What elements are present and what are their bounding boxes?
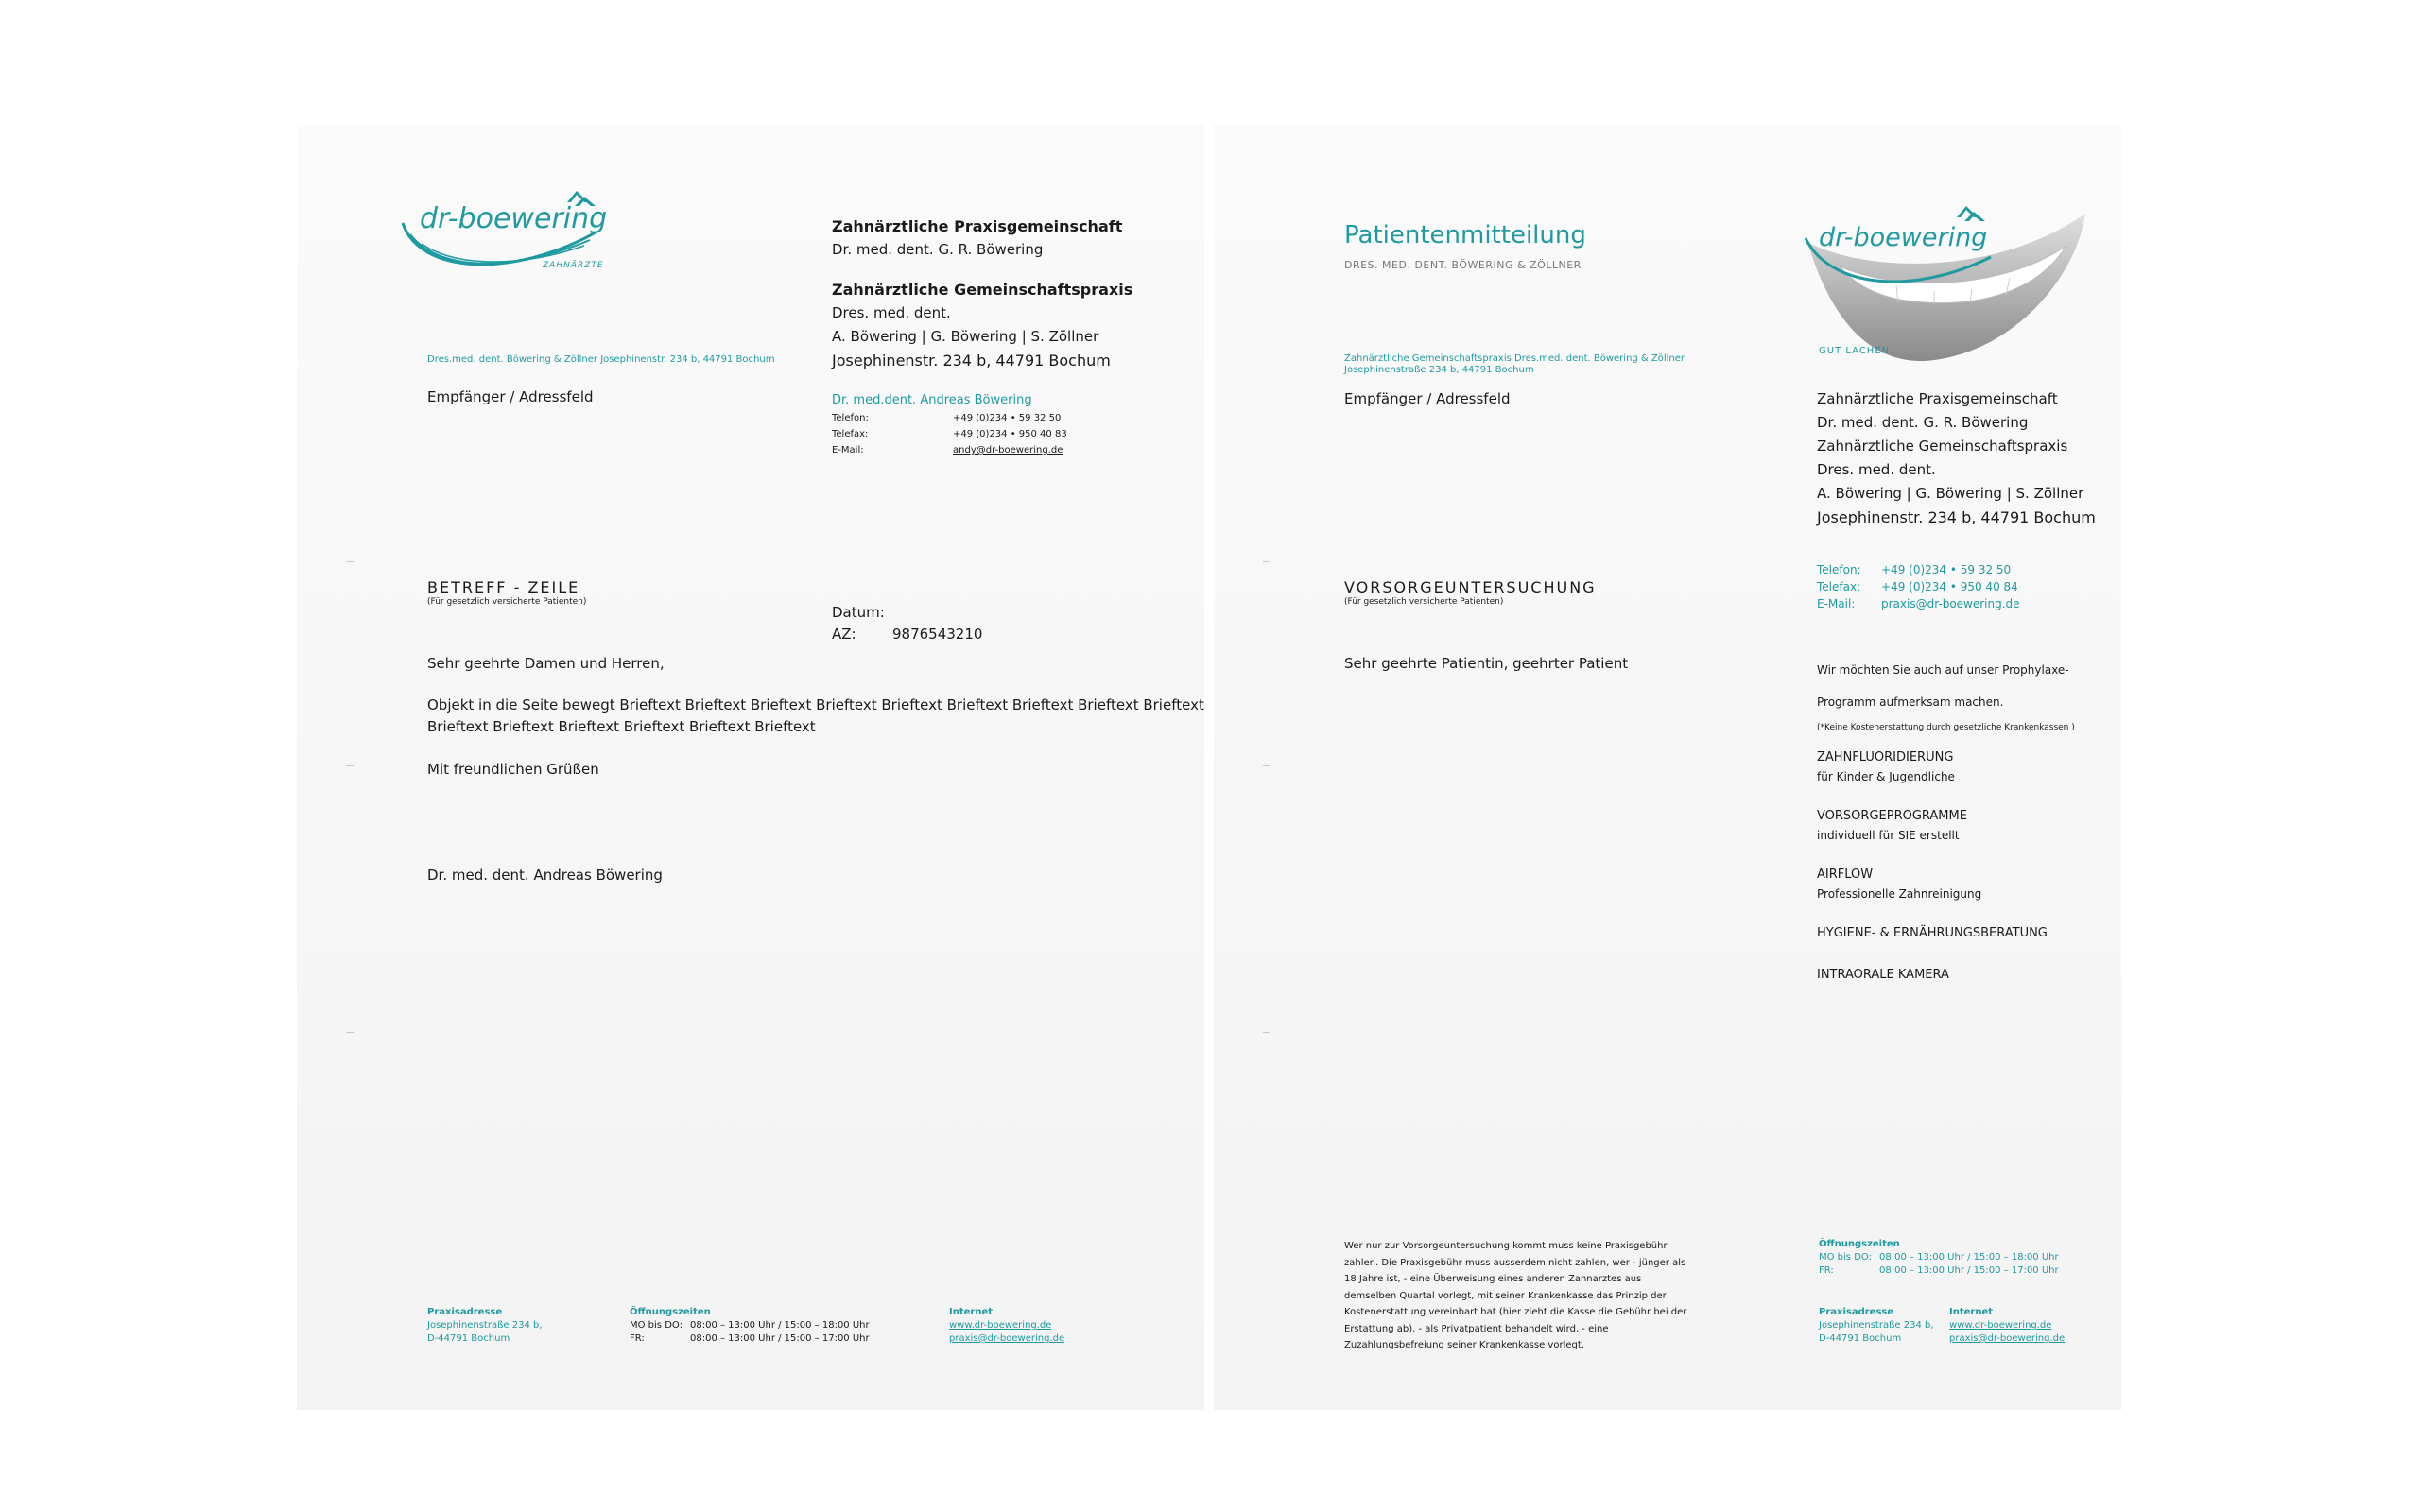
email-link[interactable]: praxis@dr-boewering.de bbox=[1881, 597, 2020, 610]
closing: Mit freundlichen Grüßen bbox=[427, 761, 599, 778]
practice-line: Zahnärztliche Praxisgemeinschaft bbox=[832, 217, 1123, 235]
footer-internet: Internet www.dr-boewering.de praxis@dr-boewering.de bbox=[1949, 1307, 2066, 1344]
brand-name: dr-boewering bbox=[420, 202, 608, 235]
patient-notice-page bbox=[1214, 125, 2121, 1410]
footnote: Wer nur zur Vorsorgeuntersuchung kommt muss keine Praxisgebühr zahlen. Die Praxisgebühr muss ausserdem nicht zahlen, wer - jünger als 18 Jahre ist, - eine Überweisung eines anderen Zahnarztes aus demselben Quartal vorlegt, mit seiner Krankenkasse das Prinzip der Kostenerstattung vereinbart hat (hier zieht die Kasse die Gebühr bei der Erstattung ab), - als Privatpatient behandelt wird, - eine Zuzahlungsbefreiung seiner Krankenkasse vorlegt. bbox=[1344, 1241, 1687, 1350]
contact-fax: Telefax: +49 (0)234 • 950 40 83 bbox=[832, 429, 1067, 439]
sender-line: Dres.med. dent. Böwering & Zöllner Josephinenstr. 234 b, 44791 Bochum bbox=[427, 354, 775, 365]
contact-phone: Telefon: +49 (0)234 • 59 32 50 bbox=[1817, 563, 2012, 576]
service-item: VORSORGEPROGRAMME individuell für SIE erstellt bbox=[1817, 809, 1967, 842]
brand-tagline: ZAHNÄRZTE bbox=[543, 261, 604, 270]
sender-line: Josephinenstraße 234 b, 44791 Bochum bbox=[1344, 365, 1534, 375]
subject-line: BETREFF - ZEILE bbox=[427, 578, 580, 596]
reference-value: 9876543210 bbox=[892, 626, 983, 643]
website-link[interactable]: www.dr-boewering.de bbox=[949, 1320, 1052, 1331]
subject-sub: (Für gesetzlich versicherte Patienten) bbox=[427, 597, 587, 607]
signature: Dr. med. dent. Andreas Böwering bbox=[427, 867, 663, 884]
service-list bbox=[1817, 748, 2048, 1007]
contact-block bbox=[1817, 561, 2020, 612]
brand-name: dr-boewering bbox=[1819, 223, 1988, 252]
practice-line: Dr. med. dent. G. R. Böwering bbox=[832, 241, 1044, 258]
practice-line: Dres. med. dent. bbox=[832, 304, 951, 321]
practice-block: Zahnärztliche Praxisgemeinschaft Dr. med. dent. G. R. Böwering Zahnärztliche Gemeinschaftspraxis Dres. med. dent. A. Böwering | G. Böwering | S. Zöllner Josephinenstr. 234 b, 44791 Bochum bbox=[1817, 390, 2096, 526]
contact-email: E-Mail: andy@dr-boewering.de bbox=[832, 442, 1067, 458]
smile-caption: GUT LACHEN bbox=[1819, 346, 1891, 356]
promo-block: Wir möchten Sie auch auf unser Prophylaxe- Programm aufmerksam machen. (*Keine Kostenerstattung durch gesetzliche Krankenkassen ) bbox=[1817, 663, 2075, 732]
body-text: Brieftext Brieftext Brieftext Brieftext Brieftext Brieftext bbox=[427, 718, 816, 735]
contact-phone: Telefon: +49 (0)234 • 59 32 50 bbox=[832, 413, 1062, 423]
practice-line: Zahnärztliche Gemeinschaftspraxis bbox=[832, 281, 1133, 299]
contact-block bbox=[832, 391, 1067, 458]
service-item: HYGIENE- & ERNÄHRUNGSBERATUNG bbox=[1817, 926, 2048, 940]
footer-hours: Öffnungszeiten MO bis DO: 08:00 – 13:00 Uhr / 15:00 – 18:00 Uhr FR: 08:00 – 13:00 Uhr / 15:00 – 17:00 Uhr bbox=[630, 1307, 870, 1344]
email-link[interactable]: andy@dr-boewering.de bbox=[953, 445, 1063, 455]
footer-hours: Öffnungszeiten MO bis DO: 08:00 – 13:00 Uhr / 15:00 – 18:00 Uhr FR: 08:00 – 13:00 Uhr / 15:00 – 17:00 Uhr bbox=[1819, 1239, 2059, 1276]
letterhead-page bbox=[297, 125, 1204, 1410]
sender-line: Zahnärztliche Gemeinschaftspraxis Dres.med. dent. Böwering & Zöllner bbox=[1344, 353, 1685, 364]
page-title: Patientenmitteilung bbox=[1344, 221, 1586, 249]
reference-label: AZ: bbox=[832, 626, 856, 643]
contact-name: Dr. med.dent. Andreas Böwering bbox=[832, 393, 1032, 407]
date-label: Datum: bbox=[832, 604, 885, 621]
body-text: Objekt in die Seite bewegt Brieftext Brieftext Brieftext Brieftext Brieftext Brieftext Brieftext Brieftext Brieftext bbox=[427, 696, 1204, 713]
footer-address: Praxisadresse Josephinenstraße 234 b, D-44791 Bochum bbox=[427, 1307, 543, 1344]
footer-internet: Internet www.dr-boewering.de praxis@dr-boewering.de bbox=[949, 1307, 1065, 1344]
subject-sub: (Für gesetzlich versicherte Patienten) bbox=[1344, 597, 1504, 607]
brand-logo-smile bbox=[1802, 204, 2104, 365]
service-item: INTRAORALE KAMERA bbox=[1817, 968, 1949, 982]
email-link[interactable]: praxis@dr-boewering.de bbox=[1949, 1333, 2066, 1344]
page-subtitle: DRES. MED. DENT. BÖWERING & ZÖLLNER bbox=[1344, 259, 1582, 271]
salutation: Sehr geehrte Patientin, geehrter Patient bbox=[1344, 655, 1629, 672]
contact-fax: Telefax: +49 (0)234 • 950 40 84 bbox=[1817, 580, 2018, 593]
practice-line: Josephinenstr. 234 b, 44791 Bochum bbox=[832, 352, 1111, 369]
service-item: AIRFLOW Professionelle Zahnreinigung bbox=[1817, 868, 1982, 901]
contact-email: E-Mail: praxis@dr-boewering.de bbox=[1817, 597, 2020, 610]
subject-line: VORSORGEUNTERSUCHUNG bbox=[1344, 578, 1597, 596]
recipient-field: Empfänger / Adressfeld bbox=[1344, 390, 1511, 407]
footer-address: Praxisadresse Josephinenstraße 234 b, D-44791 Bochum bbox=[1819, 1307, 1934, 1344]
recipient-field: Empfänger / Adressfeld bbox=[427, 388, 594, 405]
brand-logo bbox=[401, 185, 609, 280]
practice-block bbox=[832, 215, 1132, 372]
service-item: ZAHNFLUORIDIERUNG für Kinder & Jugendliche bbox=[1817, 750, 1955, 783]
email-link[interactable]: praxis@dr-boewering.de bbox=[949, 1333, 1065, 1344]
salutation: Sehr geehrte Damen und Herren, bbox=[427, 655, 665, 672]
practice-line: A. Böwering | G. Böwering | S. Zöllner bbox=[832, 328, 1099, 345]
website-link[interactable]: www.dr-boewering.de bbox=[1949, 1320, 2052, 1331]
